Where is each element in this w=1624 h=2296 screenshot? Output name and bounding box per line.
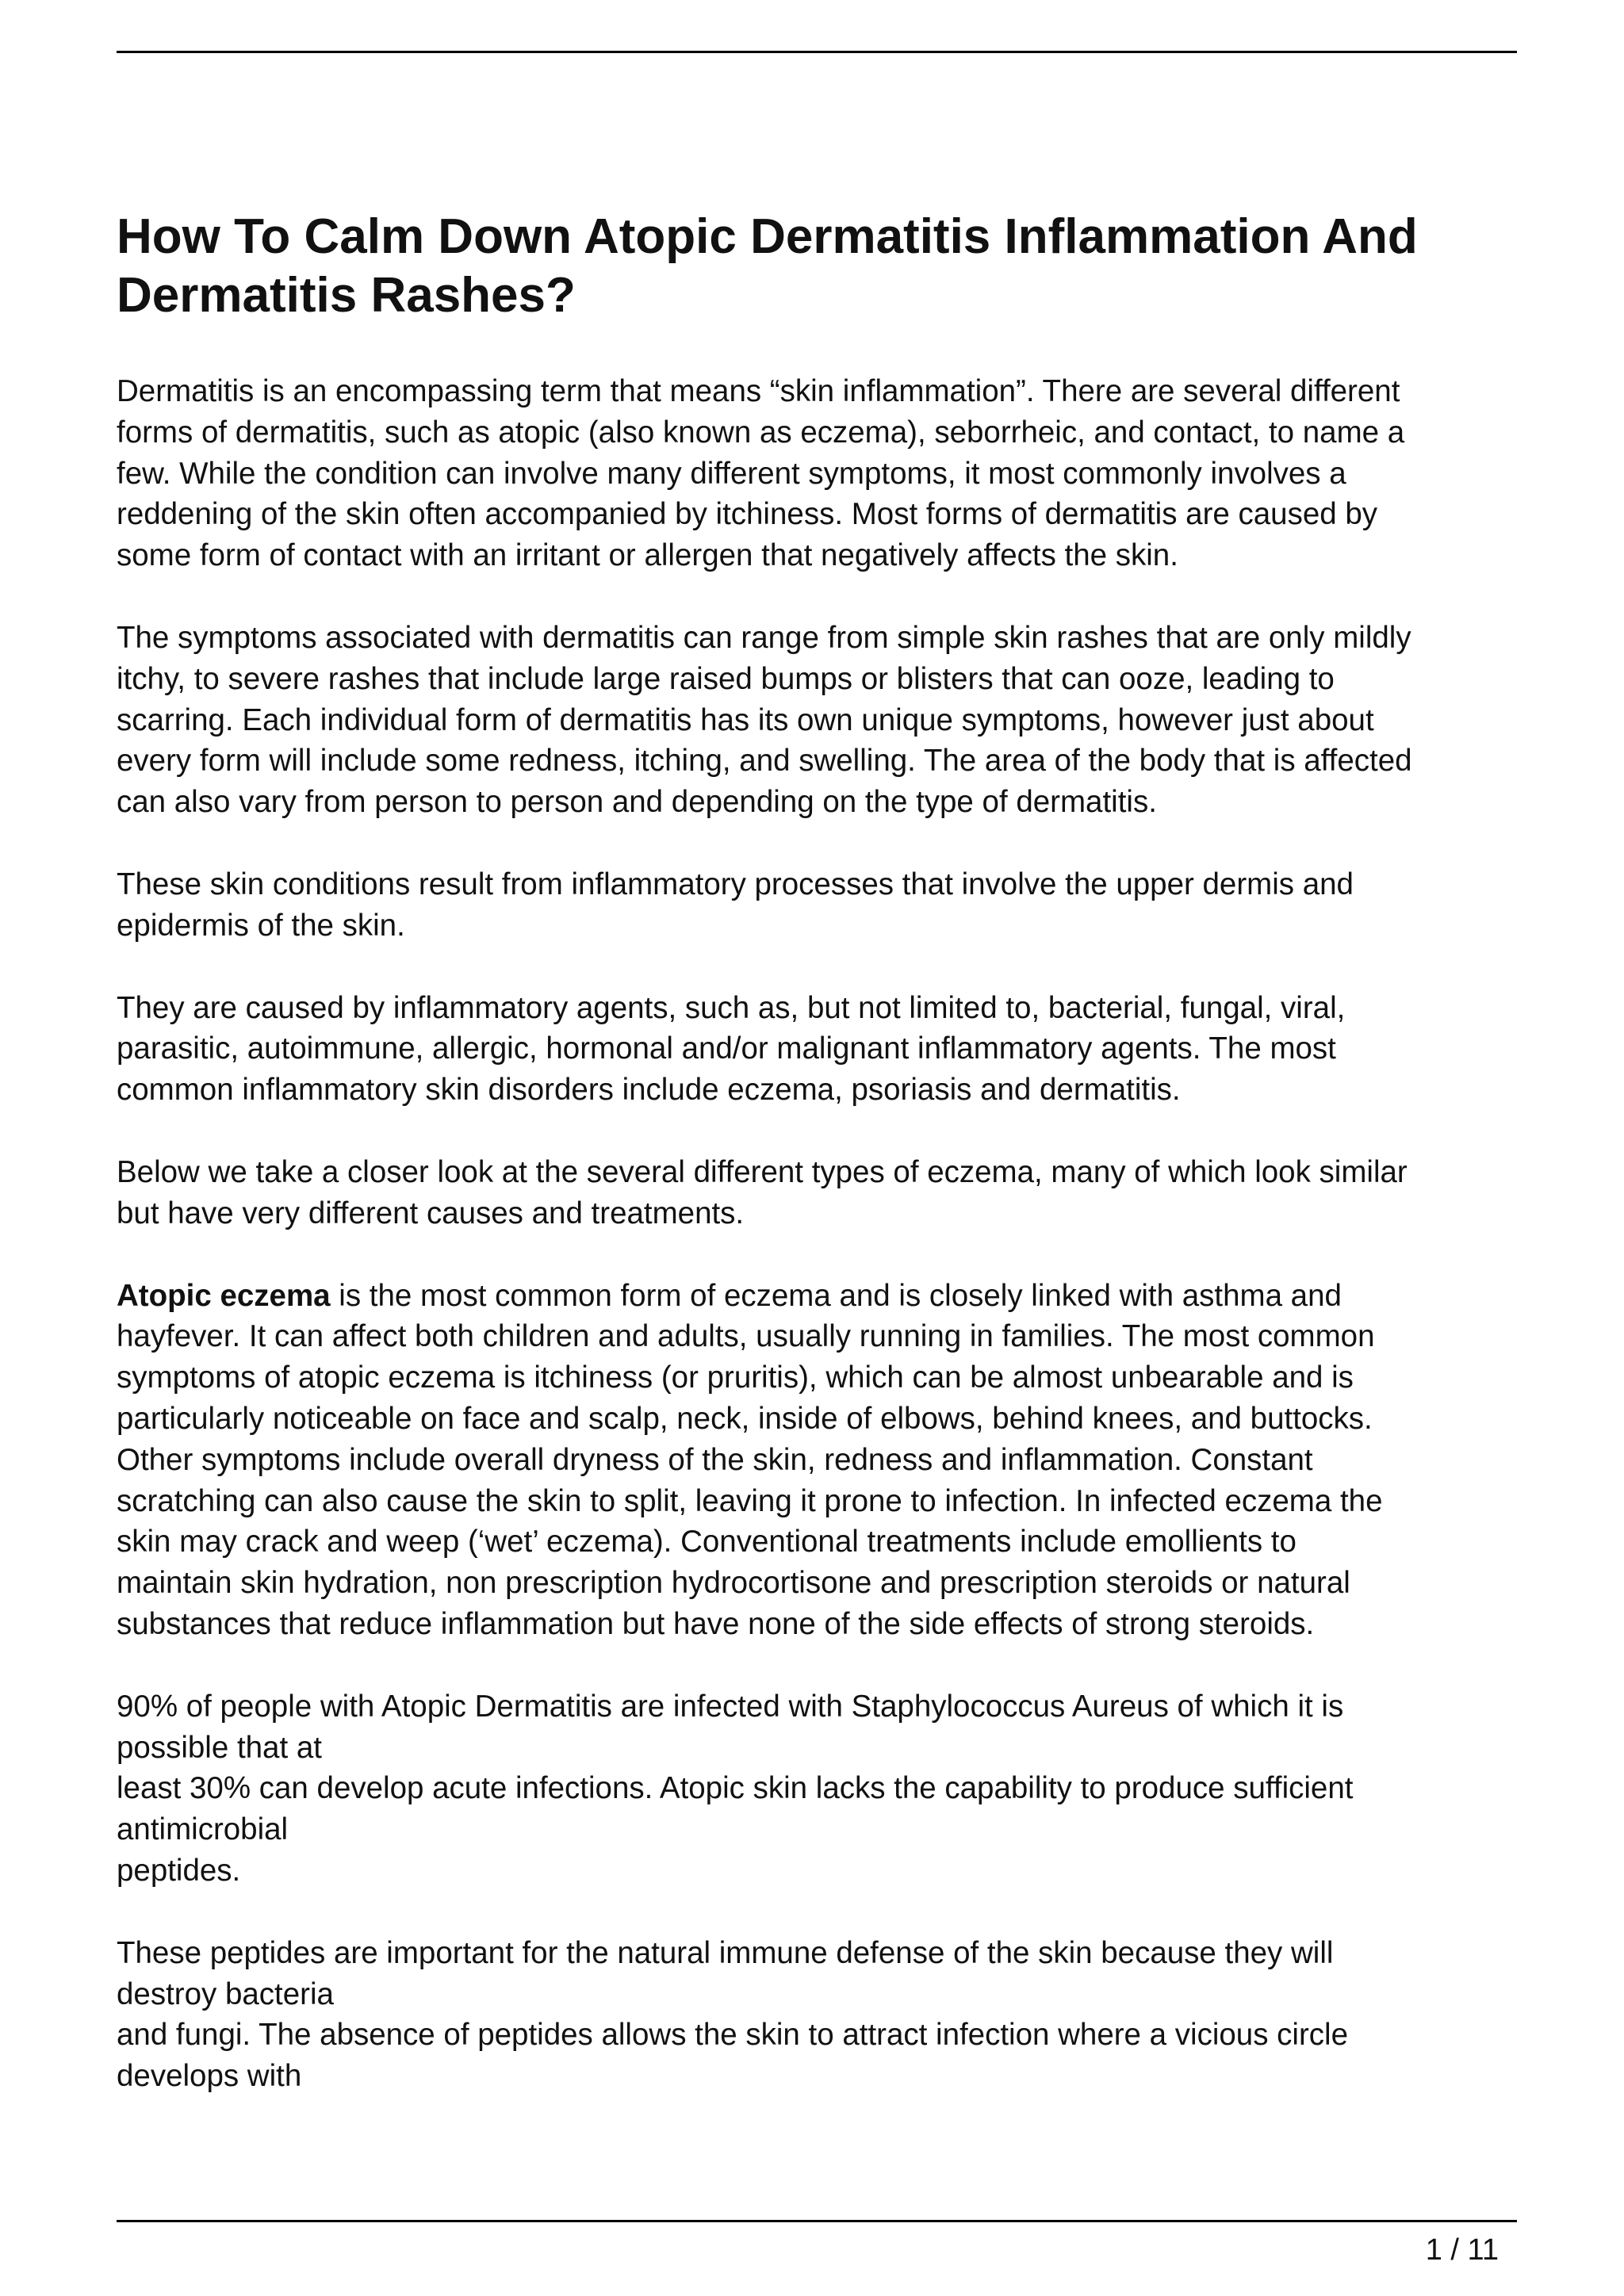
header-rule <box>117 51 1517 53</box>
text-line: destroy bacteria <box>117 1976 334 2011</box>
paragraph <box>117 618 1517 823</box>
text-line: 90% of people with Atopic Dermatitis are infected with Staphylococcus Aureus of which it is <box>117 1689 1344 1724</box>
text-line: The symptoms associated with dermatitis can range from simple skin rashes that are only mildly <box>117 620 1411 655</box>
text-line: few. While the condition can involve many different symptoms, it most commonly involves a <box>117 456 1346 491</box>
paragraph <box>117 1276 1517 1645</box>
text-line: some form of contact with an irritant or allergen that negatively affects the skin. <box>117 538 1178 573</box>
page-title: How To Calm Down Atopic Dermatitis Inflammation And Dermatitis Rashes? <box>117 209 1418 323</box>
paragraph <box>117 988 1517 1111</box>
text-line: and fungi. The absence of peptides allows the skin to attract infection where a vicious circle <box>117 2018 1348 2053</box>
page-number: 1 / 11 <box>1425 2233 1499 2267</box>
text-line: can also vary from person to person and depending on the type of dermatitis. <box>117 785 1157 820</box>
footer-rule <box>117 2220 1517 2222</box>
text-line: peptides. <box>117 1853 241 1888</box>
text-line: Dermatitis is an encompassing term that means “skin inflammation”. There are several different <box>117 374 1400 408</box>
text-line: every form will include some redness, itching, and swelling. The area of the body that is affected <box>117 744 1412 779</box>
text-line: These peptides are important for the natural immune defense of the skin because they will <box>117 1935 1334 1970</box>
text-line: They are caused by inflammatory agents, such as, but not limited to, bacterial, fungal, viral, <box>117 990 1346 1025</box>
paragraph <box>117 1686 1517 1892</box>
text-line: maintain skin hydration, non prescription hydrocortisone and prescription steroids or natural <box>117 1566 1350 1601</box>
text-line: Below we take a closer look at the several different types of eczema, many of which look similar <box>117 1154 1408 1189</box>
text-line: These skin conditions result from inflammatory processes that involve the upper dermis and <box>117 867 1354 901</box>
text-line: develops with <box>117 2059 302 2094</box>
text-line: reddening of the skin often accompanied by itchiness. Most forms of dermatitis are caused by <box>117 497 1378 532</box>
text-line: itchy, to severe rashes that include large raised bumps or blisters that can ooze, leading to <box>117 661 1335 696</box>
paragraph <box>117 1152 1517 1234</box>
article-body <box>117 371 1517 2097</box>
text-line: common inflammatory skin disorders include eczema, psoriasis and dermatitis. <box>117 1073 1181 1108</box>
text-line: symptoms of atopic eczema is itchiness (or pruritis), which can be almost unbearable and is <box>117 1360 1354 1395</box>
page-content <box>117 208 1517 2097</box>
text-line: is the most common form of eczema and is closely linked with asthma and <box>330 1278 1342 1313</box>
text-line: scratching can also cause the skin to split, leaving it prone to infection. In infected eczema the <box>117 1483 1383 1518</box>
paragraph <box>117 371 1517 576</box>
paragraph <box>117 864 1517 947</box>
text-line: epidermis of the skin. <box>117 908 405 943</box>
text-line: forms of dermatitis, such as atopic (also known as eczema), seborrheic, and contact, to name a <box>117 415 1405 450</box>
text-line: Other symptoms include overall dryness of the skin, redness and inflammation. Constant <box>117 1442 1313 1477</box>
text-line: least 30% can develop acute infections. Atopic skin lacks the capability to produce sufficient <box>117 1771 1354 1806</box>
text-line: skin may crack and weep (‘wet’ eczema). Conventional treatments include emollients to <box>117 1525 1297 1559</box>
text-line: but have very different causes and treatments. <box>117 1196 745 1230</box>
text-line: scarring. Each individual form of dermatitis has its own unique symptoms, however just about <box>117 702 1374 737</box>
bold-term: Atopic eczema <box>117 1278 331 1313</box>
text-line: possible that at <box>117 1730 322 1765</box>
text-line: hayfever. It can affect both children and adults, usually running in families. The most common <box>117 1319 1375 1354</box>
text-line: parasitic, autoimmune, allergic, hormonal and/or malignant inflammatory agents. The most <box>117 1031 1336 1066</box>
paragraph <box>117 1933 1517 2097</box>
text-line: substances that reduce inflammation but have none of the side effects of strong steroids. <box>117 1606 1315 1641</box>
text-line: antimicrobial <box>117 1812 289 1847</box>
text-line: particularly noticeable on face and scalp, neck, inside of elbows, behind knees, and buttocks. <box>117 1401 1373 1436</box>
